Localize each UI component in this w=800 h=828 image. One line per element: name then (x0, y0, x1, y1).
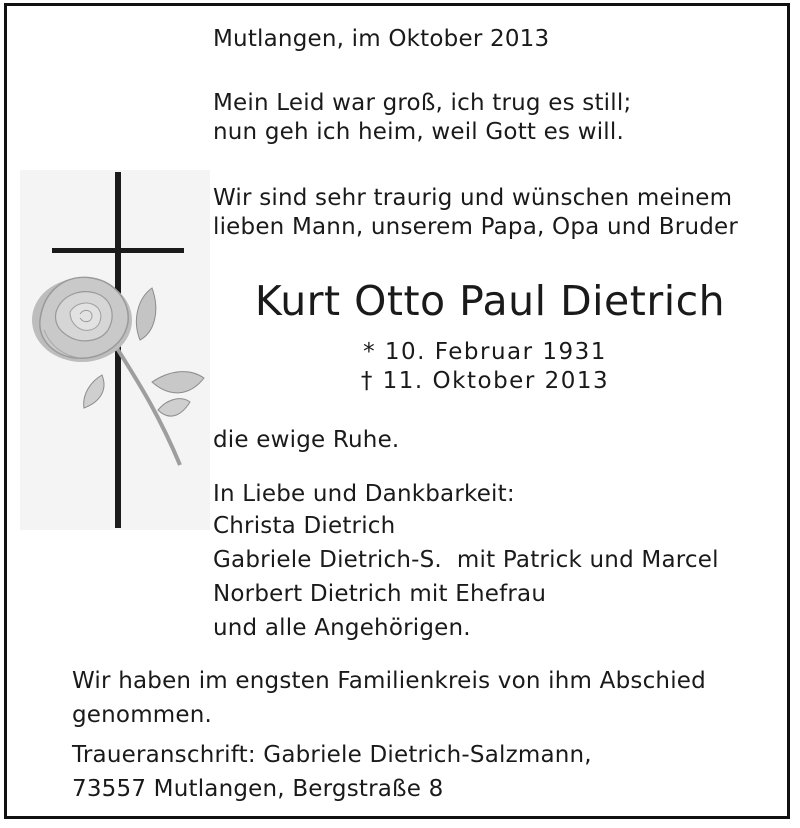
mourner-3: Norbert Dietrich mit Ehefrau (213, 581, 547, 607)
intro-line-2: lieben Mann, unserem Papa, Opa und Bruder (213, 214, 739, 240)
mourners-heading: In Liebe und Dankbarkeit: (213, 481, 515, 507)
mourner-4: und alle Angehörigen. (213, 615, 471, 641)
cross-with-rose-icon (20, 170, 210, 530)
mourner-2: Gabriele Dietrich-S. mit Patrick und Marcel (213, 547, 719, 573)
verse-line-2: nun geh ich heim, weil Gott es will. (213, 119, 624, 145)
address-line-2: 73557 Mutlangen, Bergstraße 8 (72, 776, 444, 802)
address-line-1: Traueranschrift: Gabriele Dietrich-Salzmann, (72, 742, 592, 768)
cross-horizontal-bar (52, 248, 184, 253)
deceased-name: Kurt Otto Paul Dietrich (254, 277, 726, 325)
place-date: Mutlangen, im Oktober 2013 (213, 26, 550, 52)
verse-line-1: Mein Leid war groß, ich trug es still; (213, 90, 632, 116)
mourner-1: Christa Dietrich (213, 513, 396, 539)
birth-date: * 10. Februar 1931 (363, 339, 607, 365)
death-date: † 11. Oktober 2013 (360, 368, 610, 394)
farewell-line-1: Wir haben im engsten Familienkreis von ihm Abschied (72, 668, 706, 694)
rest-line: die ewige Ruhe. (213, 427, 400, 453)
intro-line-1: Wir sind sehr traurig und wünschen meinem (213, 185, 733, 211)
farewell-line-2: genommen. (72, 702, 213, 728)
